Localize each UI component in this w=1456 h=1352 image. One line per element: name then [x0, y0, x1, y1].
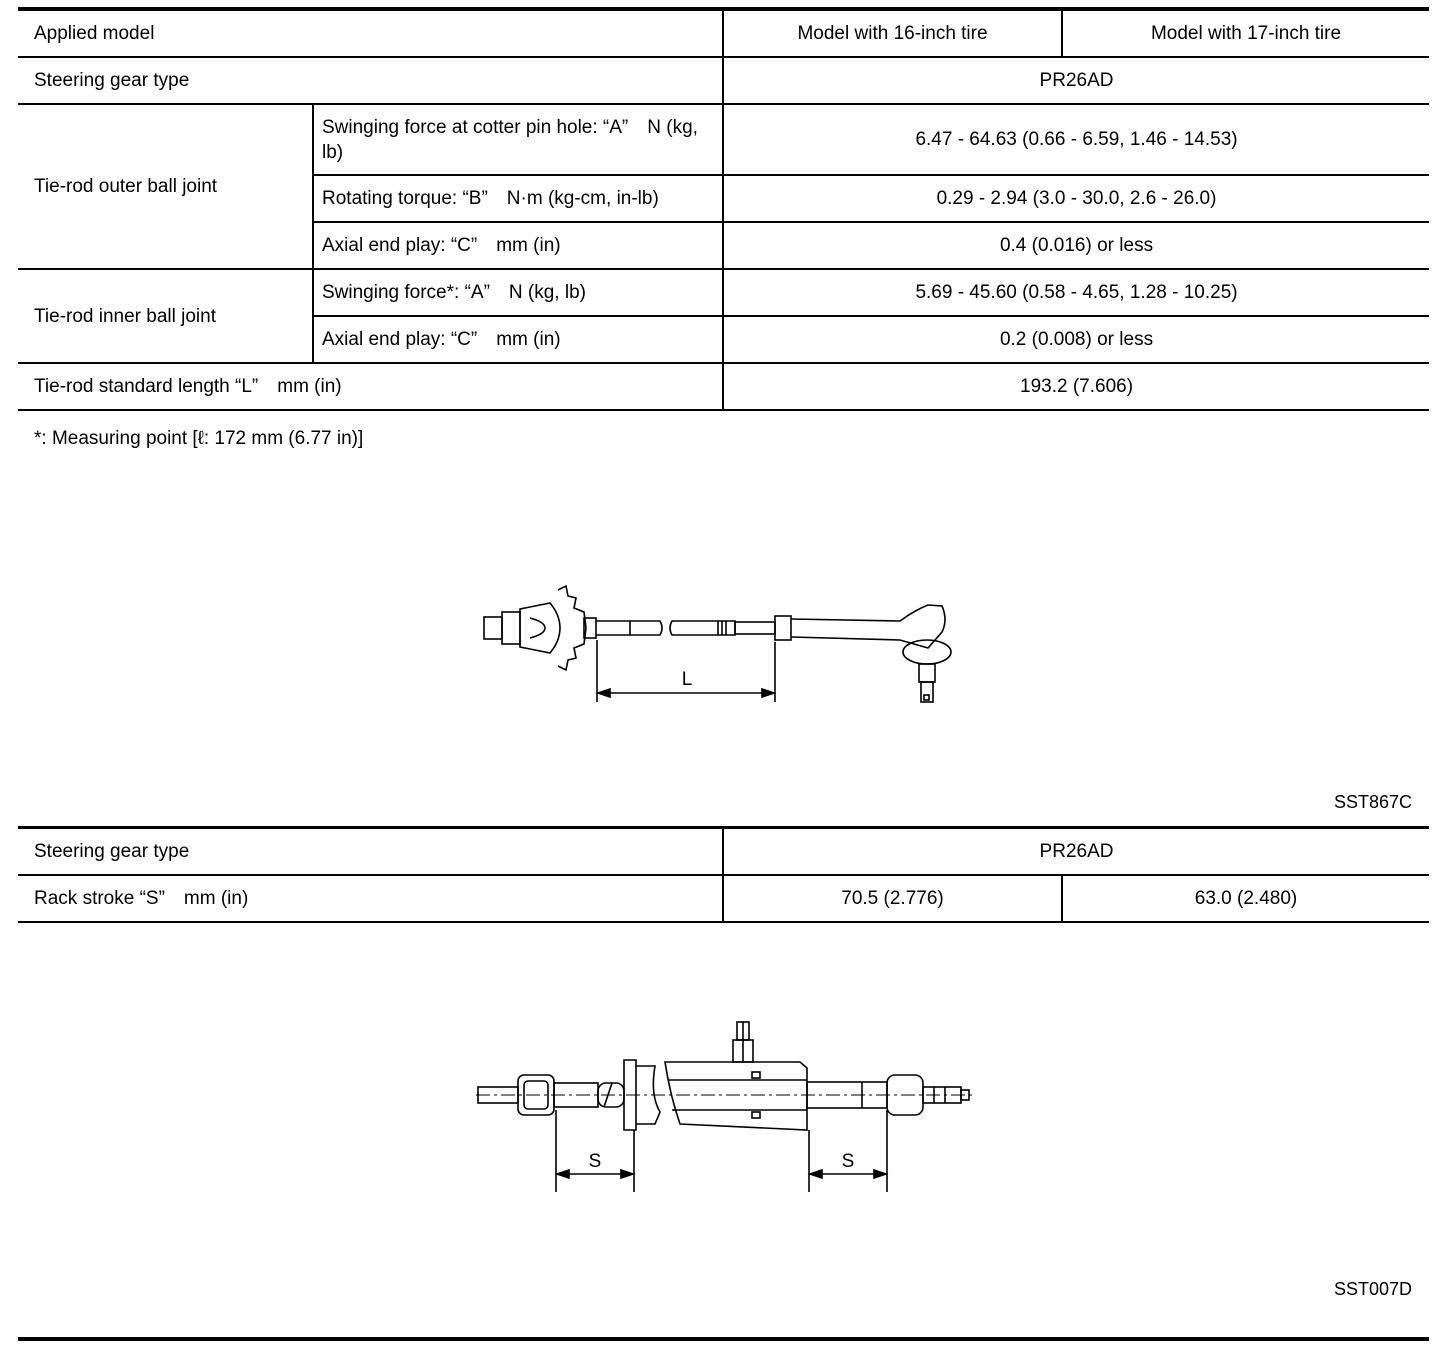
outer-axial-end-play-value: 0.4 (0.016) or less — [723, 222, 1429, 269]
dimension-s-left-label: S — [588, 1151, 602, 1172]
outer-ball-joint-label: Tie-rod outer ball joint — [18, 104, 313, 269]
inner-ball-joint-label: Tie-rod inner ball joint — [18, 269, 313, 363]
rack-stroke-figure — [470, 1015, 980, 1200]
outer-swinging-force-label: Swinging force at cotter pin hole: “A” N (kg, lb) — [313, 104, 723, 175]
tie-rod-length-figure — [470, 575, 990, 725]
outer-rotating-torque-label: Rotating torque: “B” N·m (kg-cm, in-lb) — [313, 175, 723, 222]
rack-steering-gear-type-label: Steering gear type — [18, 828, 723, 875]
rack-steering-gear-type-value: PR26AD — [723, 828, 1429, 875]
dimension-s-right-label: S — [841, 1151, 855, 1172]
inner-swinging-force-value: 5.69 - 45.60 (0.58 - 4.65, 1.28 - 10.25) — [723, 269, 1429, 316]
outer-swinging-force-value: 6.47 - 64.63 (0.66 - 6.59, 1.46 - 14.53) — [723, 104, 1429, 175]
steering-gear-type-label: Steering gear type — [18, 57, 723, 104]
outer-rotating-torque-value: 0.29 - 2.94 (3.0 - 30.0, 2.6 - 26.0) — [723, 175, 1429, 222]
bottom-rule — [18, 1337, 1429, 1341]
measuring-point-footnote: *: Measuring point [ℓ: 172 mm (6.77 in)] — [34, 428, 364, 449]
applied-model-label: Applied model — [18, 9, 723, 57]
tie-rod-spec-table — [18, 7, 1429, 411]
inner-swinging-force-label: Swinging force*: “A” N (kg, lb) — [313, 269, 723, 316]
inner-rod-drawing — [584, 616, 791, 640]
rack-stroke-16-value: 70.5 (2.776) — [723, 875, 1062, 922]
inner-axial-end-play-value: 0.2 (0.008) or less — [723, 316, 1429, 363]
rack-stroke-label: Rack stroke “S” mm (in) — [18, 875, 723, 922]
standard-length-value: 193.2 (7.606) — [723, 363, 1429, 410]
gear-housing-drawing — [624, 1022, 807, 1130]
standard-length-label: Tie-rod standard length “L” mm (in) — [18, 363, 723, 410]
inner-socket-drawing — [484, 586, 586, 670]
figure1-code: SST867C — [1333, 792, 1412, 812]
figure2-code: SST007D — [1333, 1279, 1412, 1299]
rack-stroke-17-value: 63.0 (2.480) — [1062, 875, 1429, 922]
outer-axial-end-play-label: Axial end play: “C” mm (in) — [313, 222, 723, 269]
steering-gear-type-value: PR26AD — [723, 57, 1429, 104]
inner-axial-end-play-label: Axial end play: “C” mm (in) — [313, 316, 723, 363]
outer-end-drawing — [791, 605, 951, 702]
model-16-header: Model with 16-inch tire — [723, 9, 1062, 57]
dimension-l-label: L — [681, 669, 693, 690]
rack-stroke-table — [18, 826, 1429, 923]
model-17-header: Model with 17-inch tire — [1062, 9, 1429, 57]
